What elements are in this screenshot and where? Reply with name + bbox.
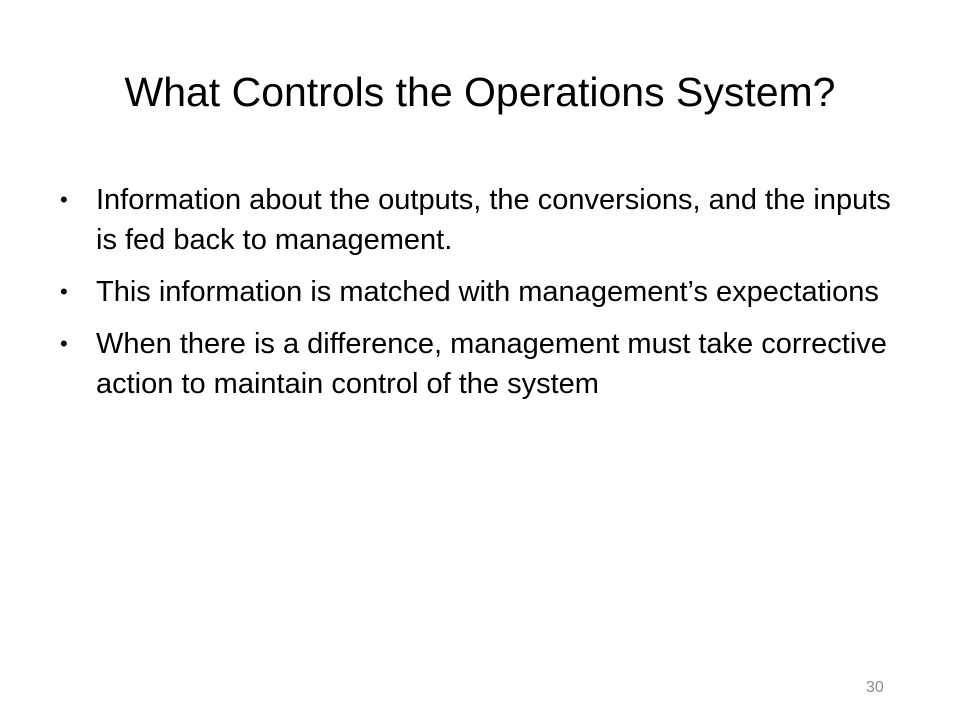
- bullet-icon: •: [60, 279, 68, 304]
- bullet-icon: •: [60, 187, 68, 212]
- bullet-icon: •: [60, 331, 68, 356]
- slide-title: What Controls the Operations System?: [124, 69, 836, 115]
- bullet-item: [58, 272, 908, 312]
- bullet-text: Information about the outputs, the conversions, and the inputs is fed back to management.: [96, 184, 891, 256]
- page-number: 30: [866, 679, 884, 696]
- bullet-item: [58, 324, 908, 404]
- bullet-text: When there is a difference, management must take corrective action to maintain control of the system: [96, 328, 887, 400]
- bullet-list: [58, 180, 908, 416]
- bullet-item: [58, 180, 908, 260]
- bullet-text: This information is matched with management’s expectations: [96, 276, 879, 308]
